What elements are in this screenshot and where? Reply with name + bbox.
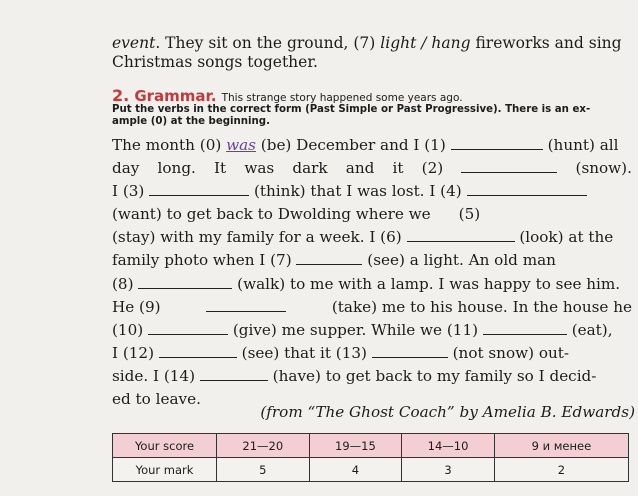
story-line: [112, 342, 632, 365]
previous-exercise-ending: [112, 34, 632, 72]
text-segment: (have) to get back to my family so I decid-: [267, 366, 597, 385]
text-segment: I (12): [112, 343, 159, 362]
answer-blank-1[interactable]: [451, 135, 543, 150]
story-text: [112, 134, 632, 411]
text-segment: (look) at the: [514, 228, 614, 247]
answer-blank-9[interactable]: [206, 297, 286, 312]
word: day: [112, 159, 140, 178]
text-segment: (not snow) out-: [447, 343, 570, 362]
table-row: [113, 458, 629, 482]
story-line: [112, 296, 632, 319]
text-segment: (want) to get back to Dwolding where we: [112, 205, 431, 224]
story-line: [112, 157, 632, 180]
prev-line-2: Christmas songs together.: [112, 53, 318, 71]
score-table: [112, 433, 629, 482]
text-segment: (walk) to me with a lamp. I was happy to see him.: [232, 274, 621, 293]
word: (snow).: [575, 159, 632, 178]
text-segment: (give) me supper. While we (11): [228, 320, 483, 339]
story-line: [112, 134, 632, 157]
answer-blank-3[interactable]: [149, 181, 249, 196]
story-line: [112, 249, 632, 272]
text-segment: ed to leave.: [112, 390, 201, 409]
text-segment: family photo when I (7): [112, 251, 297, 270]
table-cell: 9 и менее: [494, 434, 628, 458]
word-event: event: [112, 34, 156, 52]
text-segment: (be) December and I (1): [255, 136, 451, 154]
table-cell: 4: [309, 458, 402, 482]
table-cell: 2: [494, 458, 628, 482]
text-segment: (stay) with my family for a week. I (6): [112, 228, 407, 247]
exercise-subtitle: This strange story happened some years ago.: [221, 92, 463, 104]
word: It: [214, 159, 227, 178]
story-line: [112, 319, 632, 342]
text-segment: (10): [112, 320, 149, 339]
exercise-heading: [112, 86, 632, 105]
story-line: [112, 226, 632, 249]
table-cell: 5: [217, 458, 310, 482]
text-segment: (hunt) all: [547, 136, 619, 154]
instructions-line-2: ample (0) at the beginning.: [112, 116, 270, 127]
word: was: [244, 159, 275, 178]
word: and: [345, 159, 375, 178]
story-line: [112, 273, 632, 296]
table-cell: Your score: [113, 434, 217, 458]
answer-blank-13[interactable]: [372, 343, 448, 358]
text-segment: (take) me to his house. In the house he: [331, 297, 632, 316]
text-segment: side. I (14): [112, 366, 200, 385]
text-segment: (5): [458, 205, 481, 224]
story-line: [112, 365, 632, 388]
word: it: [392, 159, 404, 178]
text-segment: The month (0): [112, 136, 227, 154]
prev-text-2: fireworks and sing: [470, 34, 622, 52]
answer-blank-14[interactable]: [200, 366, 268, 381]
word: long.: [157, 159, 196, 178]
answer-blank-6[interactable]: [407, 227, 515, 242]
answer-blank-7[interactable]: [296, 250, 362, 265]
text-segment: (see) that it (13): [236, 343, 372, 362]
word-light-hang: light / hang: [380, 34, 471, 52]
table-cell: 3: [402, 458, 495, 482]
exercise-title: Grammar.: [134, 87, 217, 105]
instructions-line-1: Put the verbs in the correct form (Past Simple or Past Progressive). There is an ex-: [112, 104, 591, 115]
table-cell: 14—10: [402, 434, 495, 458]
table-cell: 21—20: [217, 434, 310, 458]
answer-blank-12[interactable]: [159, 343, 237, 358]
text-segment: (see) a light. An old man: [362, 251, 556, 270]
word: (2): [421, 159, 444, 178]
text-segment: (8): [112, 274, 139, 293]
story-line: [112, 203, 632, 226]
text-segment: (eat),: [566, 320, 613, 339]
exercise-instructions: [112, 104, 632, 128]
answer-blank-11[interactable]: [483, 320, 567, 335]
text-segment: He (9): [112, 297, 161, 316]
story-line: [112, 180, 632, 203]
table-row: [113, 434, 629, 458]
word: dark: [292, 159, 328, 178]
story-source: (from “The Ghost Coach” by Amelia B. Edwards): [260, 403, 635, 421]
prev-text-1: . They sit on the ground, (7): [155, 34, 381, 52]
table-cell: Your mark: [113, 458, 217, 482]
example-answer-was: was: [226, 136, 256, 154]
answer-blank-2[interactable]: [461, 158, 557, 173]
answer-blank-8[interactable]: [138, 274, 232, 289]
answer-blank-4[interactable]: [467, 181, 587, 196]
answer-blank-10[interactable]: [148, 320, 228, 335]
text-segment: (think) that I was lost. I (4): [249, 182, 467, 201]
text-segment: I (3): [112, 182, 150, 201]
exercise-number: 2.: [112, 86, 130, 105]
table-cell: 19—15: [309, 434, 402, 458]
